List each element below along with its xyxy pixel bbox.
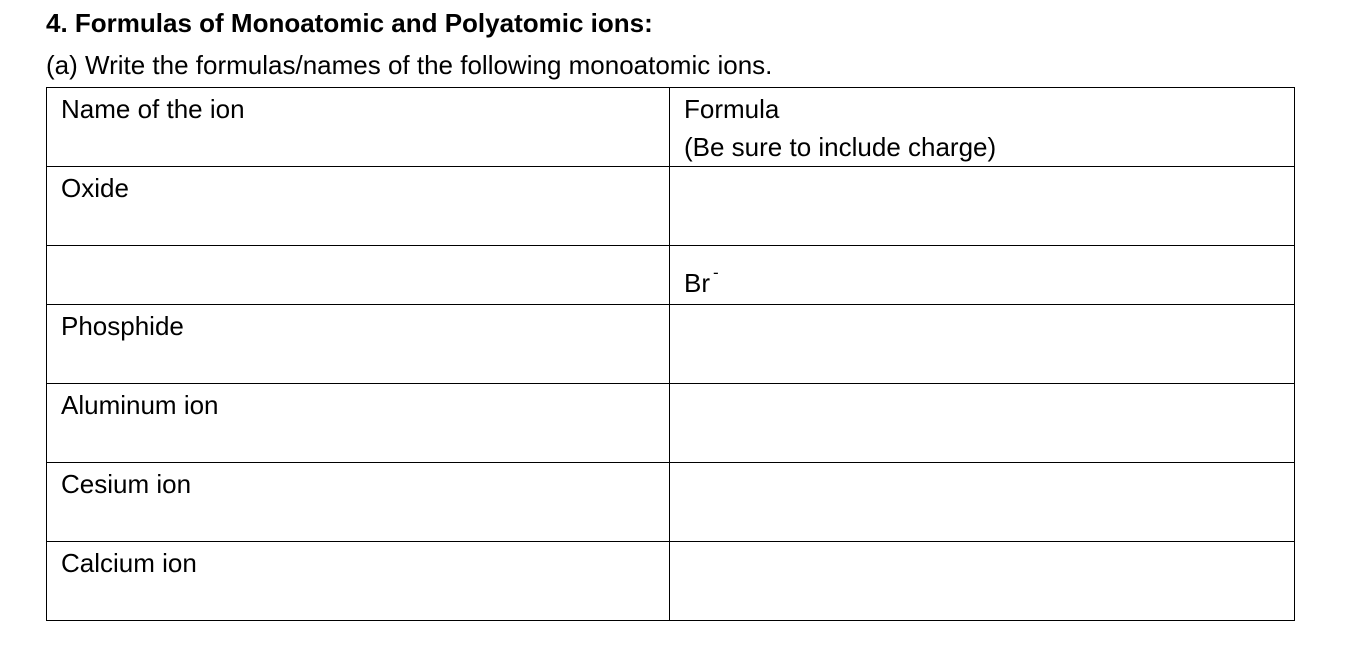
ion-name: Oxide bbox=[61, 173, 129, 203]
table-row bbox=[47, 305, 1295, 384]
header-name-label: Name of the ion bbox=[61, 94, 245, 124]
table-row bbox=[47, 167, 1295, 246]
ion-formula-cell[interactable] bbox=[670, 167, 1295, 246]
formula-charge: - bbox=[713, 263, 719, 282]
header-formula-label: Formula bbox=[684, 94, 780, 124]
ion-name-cell bbox=[47, 167, 670, 246]
table-row bbox=[47, 463, 1295, 542]
ion-name: Phosphide bbox=[61, 311, 184, 341]
instruction-text: (a) Write the formulas/names of the following monoatomic ions. bbox=[46, 50, 773, 80]
ion-formula-cell[interactable] bbox=[670, 463, 1295, 542]
ion-name-cell bbox=[47, 384, 670, 463]
table-row bbox=[47, 542, 1295, 621]
ion-name: Calcium ion bbox=[61, 548, 197, 578]
header-formula-cell bbox=[670, 88, 1295, 167]
ion-name: Cesium ion bbox=[61, 469, 192, 499]
table-row bbox=[47, 246, 1295, 305]
header-formula-note: (Be sure to include charge) bbox=[684, 132, 997, 162]
ion-name: Aluminum ion bbox=[61, 390, 219, 420]
formula-symbol: Br bbox=[684, 268, 710, 298]
ion-name-cell[interactable] bbox=[47, 246, 670, 305]
ion-formula-cell[interactable] bbox=[670, 542, 1295, 621]
ion-formula-table bbox=[46, 87, 1295, 621]
table-header-row bbox=[47, 88, 1295, 167]
ion-formula-cell bbox=[670, 246, 1295, 305]
ion-name-cell bbox=[47, 305, 670, 384]
ion-name-cell bbox=[47, 463, 670, 542]
table-row bbox=[47, 384, 1295, 463]
header-name-cell bbox=[47, 88, 670, 167]
section-heading: 4. Formulas of Monoatomic and Polyatomic ions: bbox=[46, 8, 653, 38]
ion-formula-cell[interactable] bbox=[670, 384, 1295, 463]
ion-name-cell bbox=[47, 542, 670, 621]
given-formula bbox=[684, 264, 719, 302]
ion-formula-cell[interactable] bbox=[670, 305, 1295, 384]
